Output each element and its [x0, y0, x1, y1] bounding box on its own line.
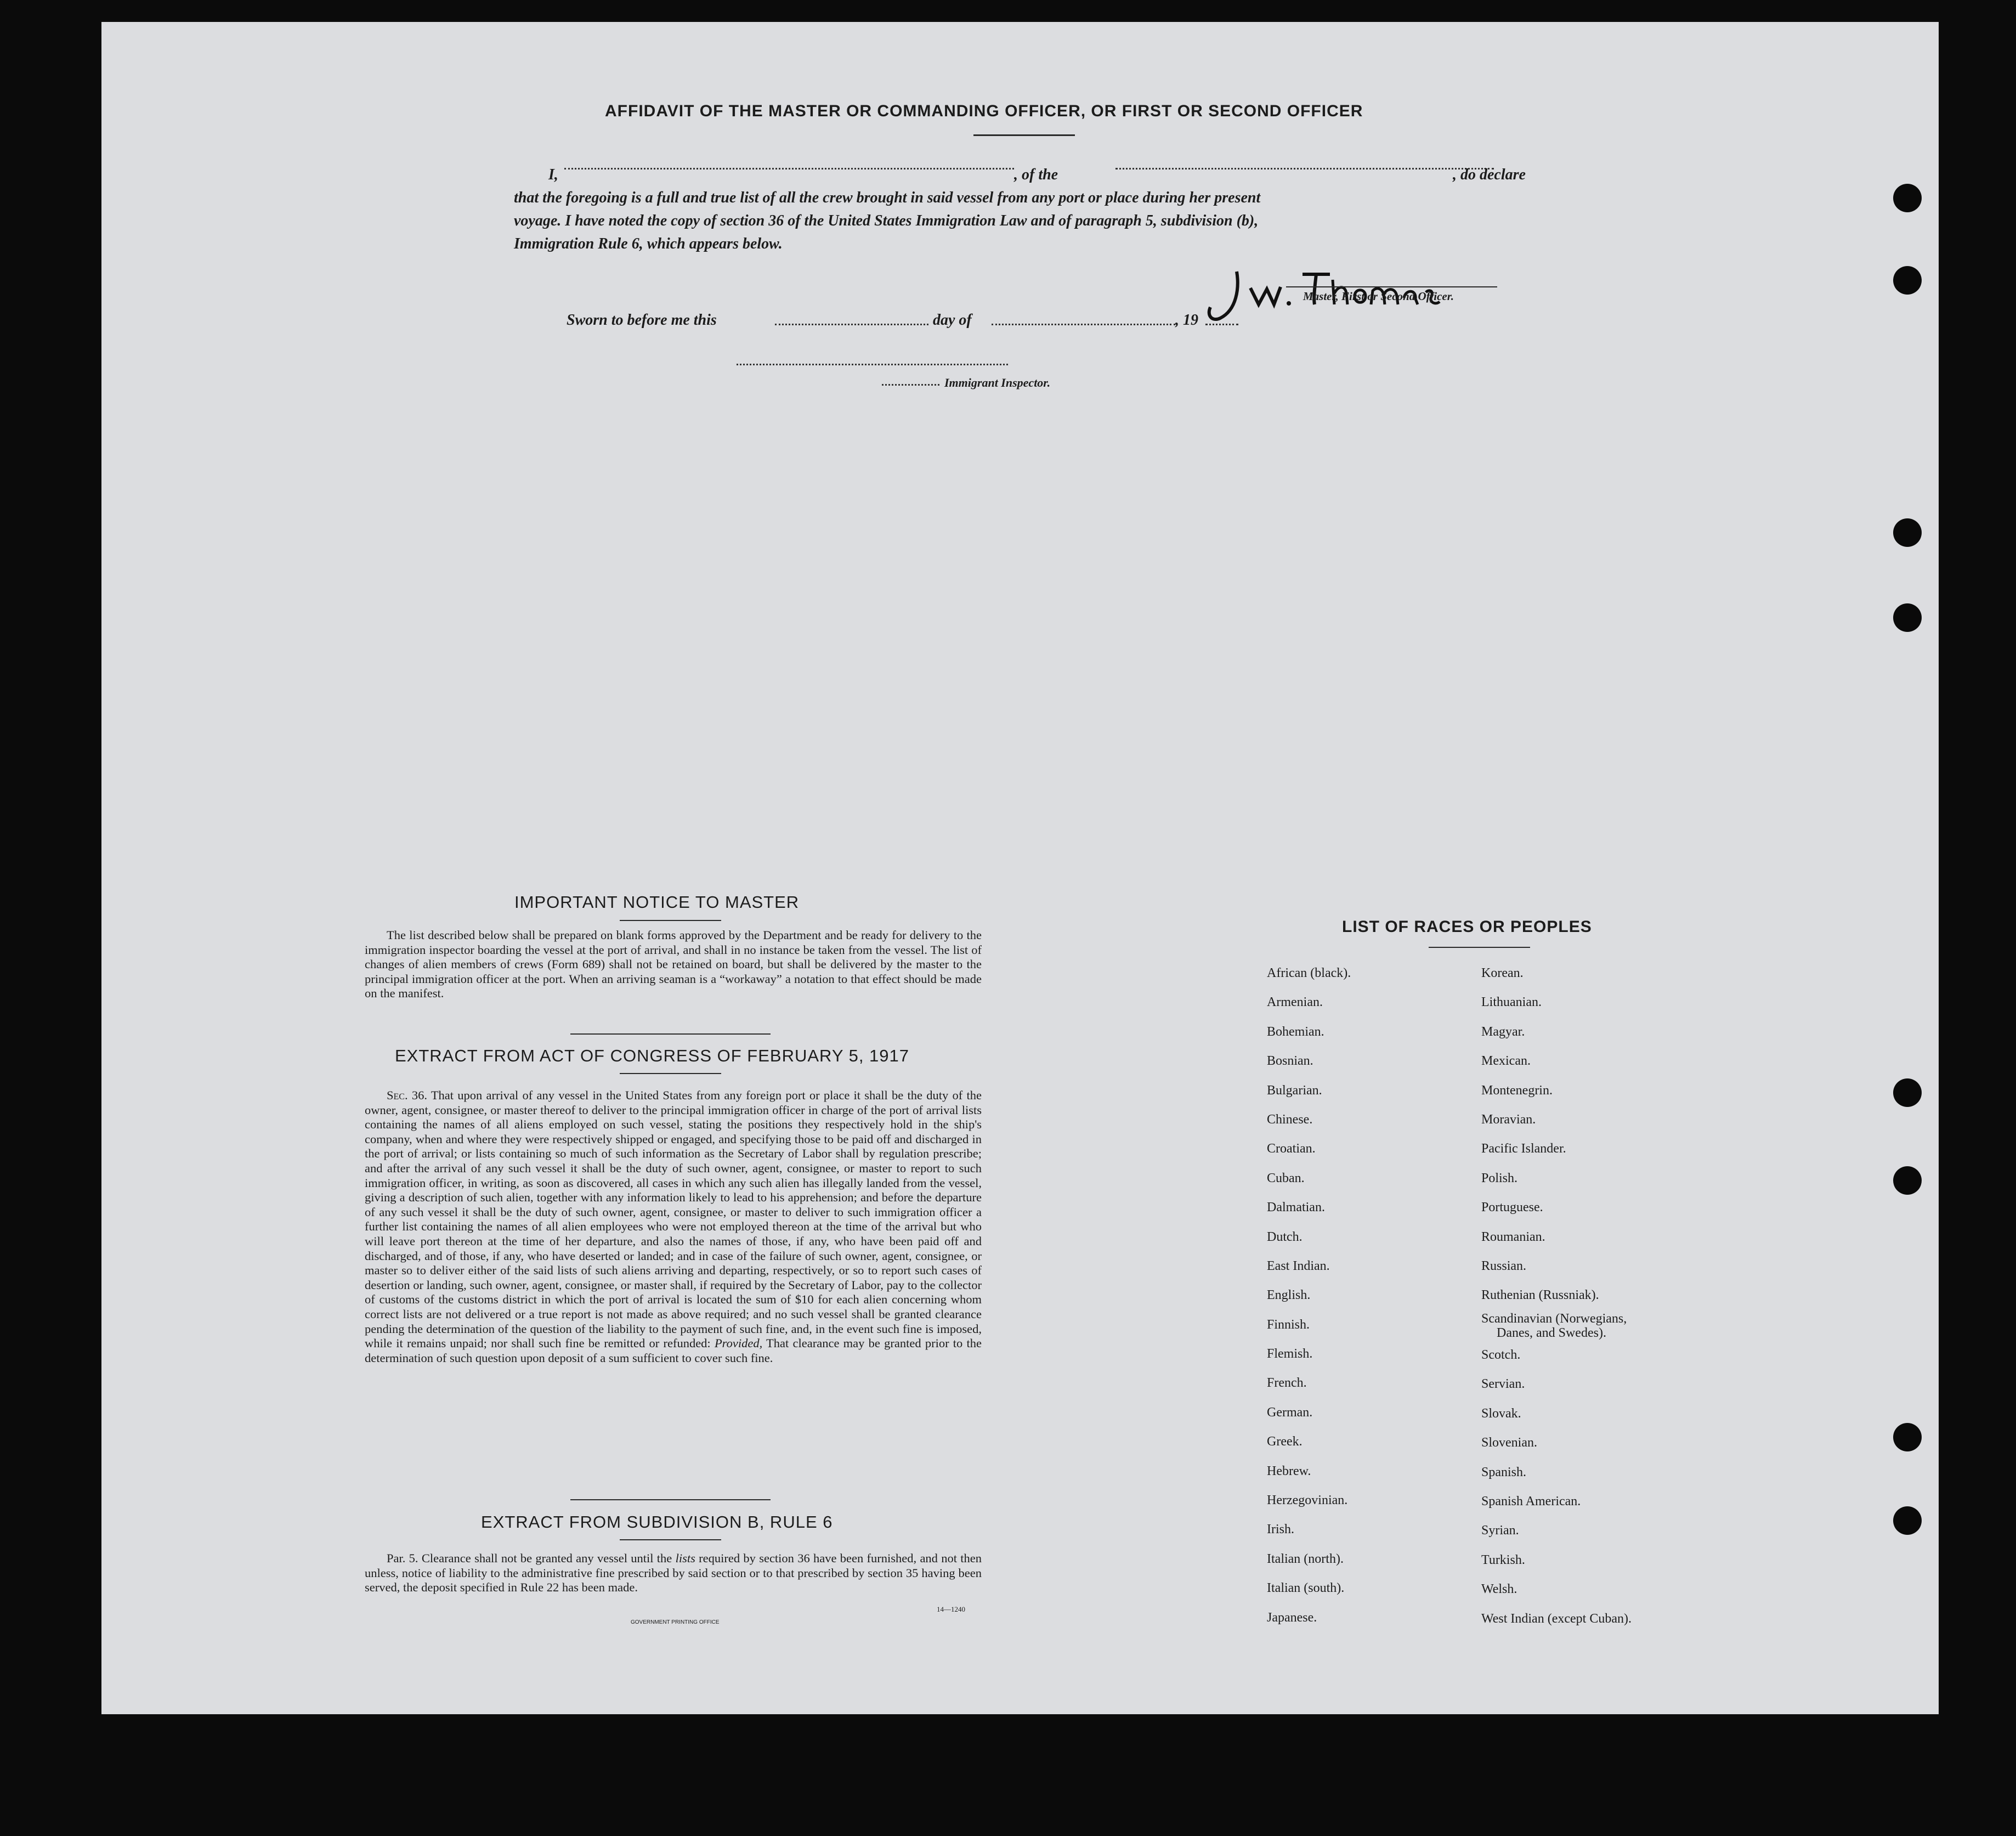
- extract-rule-text: [365, 1551, 982, 1595]
- affidavit-text: [514, 163, 1539, 256]
- race-item: Flemish.: [1267, 1347, 1313, 1362]
- race-item: Slovak.: [1481, 1406, 1521, 1421]
- binder-hole: [1893, 603, 1922, 632]
- day-of-label: day of: [933, 312, 972, 329]
- extract-rule-title-rule: [620, 1539, 721, 1540]
- race-item: Spanish American.: [1481, 1494, 1581, 1509]
- race-item: Herzegovinian.: [1267, 1493, 1348, 1508]
- document-page: [101, 22, 1939, 1714]
- affidavit-i-label: I,: [548, 166, 558, 183]
- affidavit-line-4: Immigration Rule 6, which appears below.: [514, 235, 783, 252]
- race-item: Scotch.: [1481, 1348, 1521, 1363]
- sworn-day-field[interactable]: [775, 324, 928, 325]
- par-5-body-end: required by section 36 have been furnished, and not then unless, notice of liability to the administrative fine prescribed by said section or to that prescribed by section 35 having been served, the deposit specified in Rule 22 has been made.: [365, 1551, 982, 1594]
- vessel-name-field[interactable]: [1115, 168, 1494, 170]
- race-item: Cuban.: [1267, 1171, 1305, 1185]
- par-5-body: Par. 5. Clearance shall not be granted any vessel until the: [387, 1551, 672, 1565]
- race-item: Slovenian.: [1481, 1436, 1537, 1450]
- notice-text: [365, 928, 982, 1001]
- race-item: Lithuanian.: [1481, 995, 1542, 1010]
- race-item: African (black).: [1267, 966, 1351, 980]
- extract-act-text: [365, 1088, 982, 1365]
- sworn-year-field[interactable]: [1205, 324, 1238, 325]
- sec-36-body: That upon arrival of any vessel in the United States from any foreign port or place it shall be the duty of the owner, agent, consignee, or master thereof to deliver to the principal immigration officer in charge of the port of arrival lists containing the names of all aliens employed on such vessel, stating the positions they respectively hold in the ship's company, when and where they were respectively shipped or engaged, and specifying those to be paid off and discharged in the port of arrival; or lists containing so much of such information as the Secretary of Labor shall by regulation prescribe; and after the arrival of any such vessel it shall be the duty of such owner, agent, consignee, or master to report to such immigration officer, in writing, as soon as discovered, all cases in which any such alien has illegally landed from the vessel, giving a description of such alien, together with any information likely to lead to his apprehension; and before the departure of any such vessel it shall be the duty of such owner, agent, consignee, or master to deliver to such immigration officer a further list containing the names of all alien employees who were not employed thereon at the time of the arrival but who will leave port thereon at the time of her departure, and also the names of those, if any, who have been paid off and discharged, and of those, if any, who have deserted or landed; and in case of the failure of such owner, agent, consignee, or master so to deliver either of the said lists of such aliens arriving and departing, respectively, or so to report such cases of desertion or landing, such owner, agent, consignee, or master shall, if required by the Secretary of Labor, pay to the collector of customs of the customs district in which the port of arrival is located the sum of $10 for each alien concerning whom correct lists are not delivered or a true report is not made as above required; and no such vessel shall be granted clearance pending the determination of the question of the liability to the payment of such fine, and, in the event such fine is imposed, while it remains unpaid; nor shall such fine be remitted or refunded:: [365, 1088, 982, 1351]
- race-item: Ruthenian (Russniak).: [1481, 1288, 1599, 1303]
- year-prefix: , 19: [1175, 312, 1198, 329]
- race-item: German.: [1267, 1405, 1313, 1420]
- race-item: Finnish.: [1267, 1317, 1310, 1332]
- binder-hole: [1893, 1078, 1922, 1107]
- affidavit-title-rule: [973, 134, 1075, 136]
- race-item: Bosnian.: [1267, 1054, 1313, 1069]
- race-item: Japanese.: [1267, 1610, 1317, 1625]
- race-item: Dutch.: [1267, 1229, 1303, 1244]
- race-item: Russian.: [1481, 1258, 1527, 1273]
- sec-36-label: Sec. 36.: [387, 1088, 427, 1102]
- notice-title: IMPORTANT NOTICE TO MASTER: [514, 892, 800, 912]
- race-item: West Indian (except Cuban).: [1481, 1611, 1632, 1626]
- race-item: Pacific Islander.: [1481, 1142, 1566, 1156]
- race-item: Chinese.: [1267, 1112, 1313, 1127]
- race-item: Turkish.: [1481, 1552, 1525, 1567]
- affidavit-of-the-label: , of the: [1014, 166, 1058, 183]
- race-item-scandinavian-cont: Danes, and Swedes).: [1497, 1325, 1606, 1340]
- binder-hole: [1893, 1506, 1922, 1535]
- signature-caption: Master, First or Second Officer.: [1303, 290, 1454, 303]
- affidavit-title: AFFIDAVIT OF THE MASTER OR COMMANDING OFFICER, OR FIRST OR SECOND OFFICER: [605, 102, 1363, 120]
- race-item: Montenegrin.: [1481, 1083, 1553, 1098]
- signature-line: [1286, 286, 1497, 287]
- inspector-caption: Immigrant Inspector.: [944, 376, 1051, 389]
- inspector-signature-line[interactable]: [737, 364, 1008, 365]
- race-item: Servian.: [1481, 1377, 1525, 1392]
- race-item: [1481, 1310, 1632, 1341]
- race-item-scandinavian: Scandinavian (Norwegians,: [1481, 1311, 1627, 1326]
- race-item: Italian (south).: [1267, 1581, 1345, 1596]
- extract-rule-title: EXTRACT FROM SUBDIVISION B, RULE 6: [481, 1512, 833, 1532]
- race-item: Italian (north).: [1267, 1551, 1344, 1566]
- race-item: Magyar.: [1481, 1024, 1525, 1039]
- race-item: Moravian.: [1481, 1112, 1536, 1127]
- race-item: Dalmatian.: [1267, 1200, 1325, 1215]
- notice-separator: [570, 1033, 771, 1035]
- affidavit-do-declare: , do declare: [1453, 166, 1526, 183]
- affidavit-line-2: that the foregoing is a full and true list of all the crew brought in said vessel from any port or place during her present: [514, 189, 1261, 206]
- binder-hole: [1893, 184, 1922, 212]
- lists-label: lists: [675, 1551, 695, 1565]
- race-item: English.: [1267, 1288, 1311, 1303]
- race-item: Bohemian.: [1267, 1024, 1324, 1039]
- race-item: Hebrew.: [1267, 1464, 1311, 1478]
- binder-hole: [1893, 1166, 1922, 1195]
- provided-label: Provided,: [714, 1336, 763, 1351]
- race-item: Bulgarian.: [1267, 1083, 1322, 1098]
- race-item: Korean.: [1481, 966, 1524, 980]
- races-title-rule: [1429, 947, 1530, 948]
- race-item: Welsh.: [1481, 1582, 1517, 1597]
- race-item: Greek.: [1267, 1434, 1303, 1449]
- races-column-1: [1267, 959, 1351, 1632]
- race-item: Irish.: [1267, 1522, 1294, 1537]
- affidavit-line-3: voyage. I have noted the copy of section 36 of the United States Immigration Law and of paragraph 5, subdivision (b),: [514, 212, 1259, 229]
- form-number: 14—1240: [937, 1605, 965, 1613]
- binder-hole: [1893, 1423, 1922, 1451]
- race-item: Syrian.: [1481, 1523, 1519, 1538]
- race-item: East Indian.: [1267, 1258, 1330, 1273]
- printer-imprint: GOVERNMENT PRINTING OFFICE: [631, 1619, 720, 1625]
- race-item: Spanish.: [1481, 1465, 1527, 1479]
- notice-title-rule: [620, 920, 721, 921]
- binder-hole: [1893, 266, 1922, 295]
- sworn-label: Sworn to before me this: [567, 312, 717, 329]
- race-item: Croatian.: [1267, 1142, 1316, 1156]
- race-item: Mexican.: [1481, 1054, 1531, 1069]
- extract-act-title-rule: [620, 1073, 721, 1074]
- sworn-month-field[interactable]: [992, 324, 1175, 325]
- extract-act-separator: [570, 1499, 771, 1500]
- race-item: Portuguese.: [1481, 1200, 1543, 1215]
- binder-hole: [1893, 518, 1922, 547]
- master-name-field[interactable]: [564, 168, 1014, 170]
- races-title: LIST OF RACES OR PEOPLES: [1342, 918, 1592, 936]
- race-item: Armenian.: [1267, 995, 1323, 1010]
- race-item: Roumanian.: [1481, 1229, 1545, 1244]
- sec-36-body-end: That clearance may be granted prior to the determination of such question upon deposit of a sum sufficient to cover such fine.: [365, 1336, 982, 1365]
- master-signature: [1198, 250, 1505, 326]
- race-item: French.: [1267, 1376, 1307, 1391]
- races-column-2: [1481, 959, 1632, 1634]
- race-item: Polish.: [1481, 1171, 1518, 1185]
- inspector-signature-line-2[interactable]: [882, 384, 939, 386]
- notice-text-body: The list described below shall be prepared on blank forms approved by the Department and be ready for delivery to the immigration inspector boarding the vessel at the port of arrival, and shall in no instance be taken from the vessel. The list of changes of alien members of crews (Form 689) shall not be retained on board, but shall be delivered by the master to the principal immigration officer at the port. When an arriving seaman is a “workaway” a notation to that effect should be made on the manifest.: [365, 928, 982, 1000]
- extract-act-title: EXTRACT FROM ACT OF CONGRESS OF FEBRUARY 5, 1917: [395, 1046, 910, 1065]
